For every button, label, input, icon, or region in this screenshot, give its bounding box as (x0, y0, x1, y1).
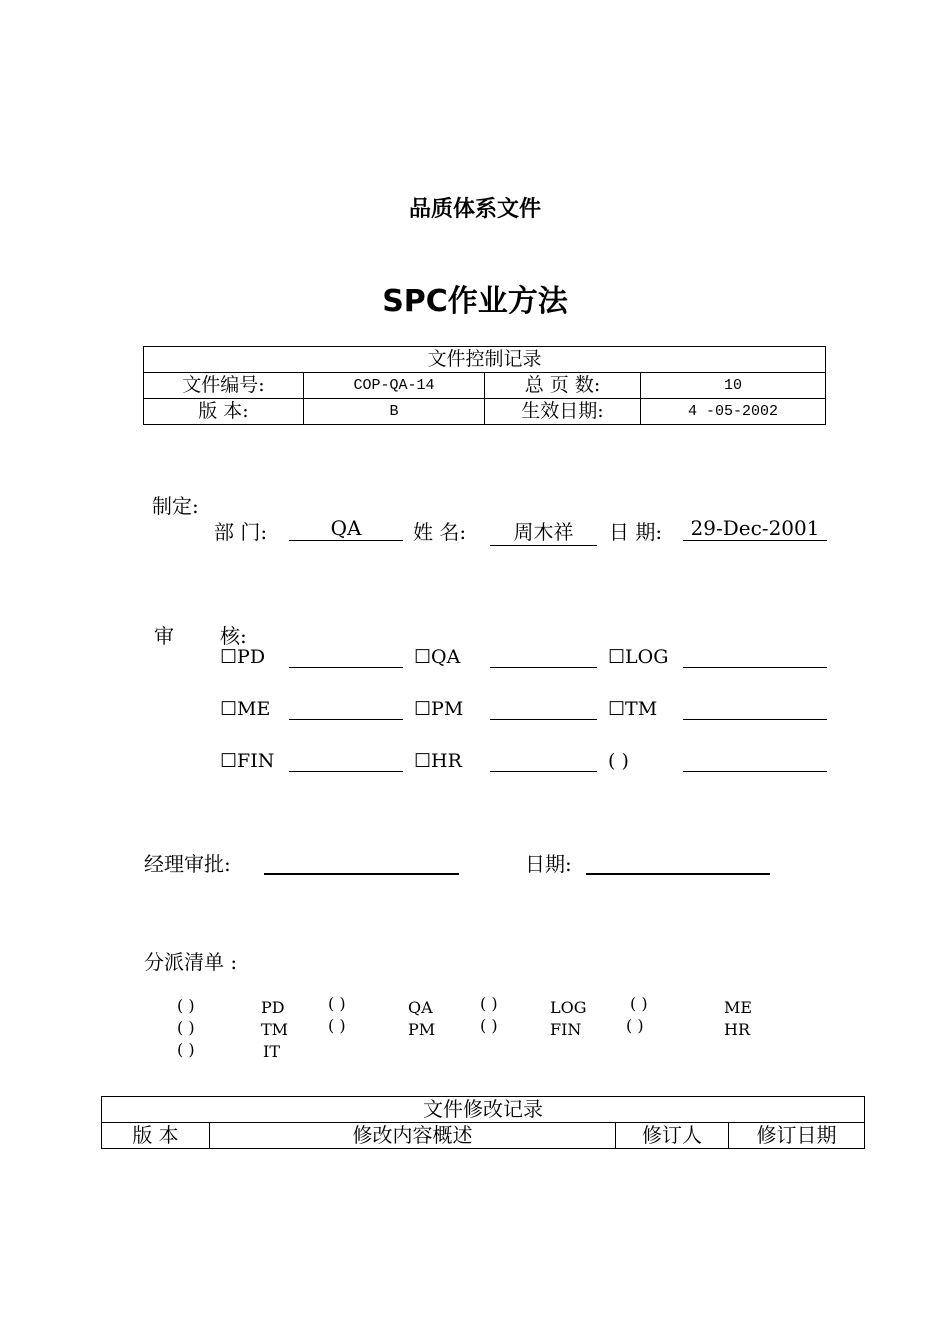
review-signature-line (490, 667, 597, 668)
review-signature-line (683, 667, 827, 668)
document-header: 品质体系文件 (408, 197, 541, 222)
date-label: 日 期: (609, 520, 663, 544)
review-other-blank: ( ) (608, 750, 629, 772)
review-checkbox-qa[interactable]: ☐QA (414, 646, 461, 668)
review-checkbox-tm[interactable]: ☐TM (608, 698, 658, 720)
dist-item-fin: FIN (550, 1020, 582, 1039)
dist-paren: ( ) (480, 1016, 498, 1035)
approval-date-line (586, 873, 770, 875)
date-value: 29-Dec-2001 (683, 516, 827, 541)
manager-approval-label: 经理审批: (144, 852, 231, 876)
version-label: 版 本: (144, 399, 304, 425)
manager-approval-line (264, 873, 459, 875)
dist-paren: ( ) (630, 994, 648, 1013)
dist-paren: ( ) (177, 1018, 195, 1037)
review-checkbox-hr[interactable]: ☐HR (414, 750, 462, 772)
effective-date-label: 生效日期: (485, 399, 641, 425)
review-checkbox-fin[interactable]: ☐FIN (220, 750, 275, 772)
review-checkbox-log[interactable]: ☐LOG (608, 646, 669, 668)
review-signature-line (289, 667, 403, 668)
dist-paren: ( ) (177, 996, 195, 1015)
review-signature-line (683, 771, 827, 772)
revision-col-summary: 修改内容概述 (210, 1123, 616, 1149)
revision-col-reviser: 修订人 (616, 1123, 729, 1149)
revision-col-date: 修订日期 (729, 1123, 865, 1149)
review-checkbox-pm[interactable]: ☐PM (414, 698, 464, 720)
review-label-b: 核: (220, 624, 247, 648)
review-signature-line (289, 719, 403, 720)
doc-no-label: 文件编号: (144, 373, 304, 399)
distribution-label: 分派清单 : (144, 950, 238, 974)
dist-paren: ( ) (328, 994, 346, 1013)
document-title: SPC作业方法 (382, 284, 568, 319)
dist-paren: ( ) (328, 1016, 346, 1035)
name-label: 姓 名: (413, 520, 467, 544)
dist-item-me: ME (724, 998, 753, 1017)
review-label-a: 审 (154, 624, 174, 648)
dist-item-log: LOG (550, 998, 587, 1017)
dept-value: QA (289, 516, 403, 541)
review-checkbox-me[interactable]: ☐ME (220, 698, 271, 720)
review-signature-line (683, 719, 827, 720)
pages-label: 总 页 数: (485, 373, 641, 399)
dept-label: 部 门: (214, 520, 268, 544)
dist-item-tm: TM (261, 1020, 289, 1039)
dist-item-pd: PD (261, 998, 285, 1017)
revision-record-caption: 文件修改记录 (102, 1097, 865, 1123)
review-signature-line (490, 771, 597, 772)
document-control-table (143, 346, 826, 425)
review-signature-line (490, 719, 597, 720)
control-record-caption: 文件控制记录 (144, 347, 826, 373)
dist-item-hr: HR (724, 1020, 750, 1039)
dist-paren: ( ) (177, 1040, 195, 1059)
pages-value: 10 (641, 373, 826, 399)
approval-date-label: 日期: (525, 852, 572, 876)
name-value: 周木祥 (490, 516, 597, 546)
revision-col-version: 版 本 (102, 1123, 210, 1149)
dist-item-pm: PM (408, 1020, 436, 1039)
version-value: B (304, 399, 485, 425)
dist-paren: ( ) (480, 994, 498, 1013)
dist-item-qa: QA (408, 998, 433, 1017)
doc-no-value: COP-QA-14 (304, 373, 485, 399)
prepared-label: 制定: (152, 494, 199, 518)
review-signature-line (289, 771, 403, 772)
dist-item-it: IT (263, 1042, 280, 1061)
review-checkbox-pd[interactable]: ☐PD (220, 646, 266, 668)
effective-date-value: 4 -05-2002 (641, 399, 826, 425)
dist-paren: ( ) (626, 1016, 644, 1035)
revision-record-table (101, 1096, 865, 1149)
